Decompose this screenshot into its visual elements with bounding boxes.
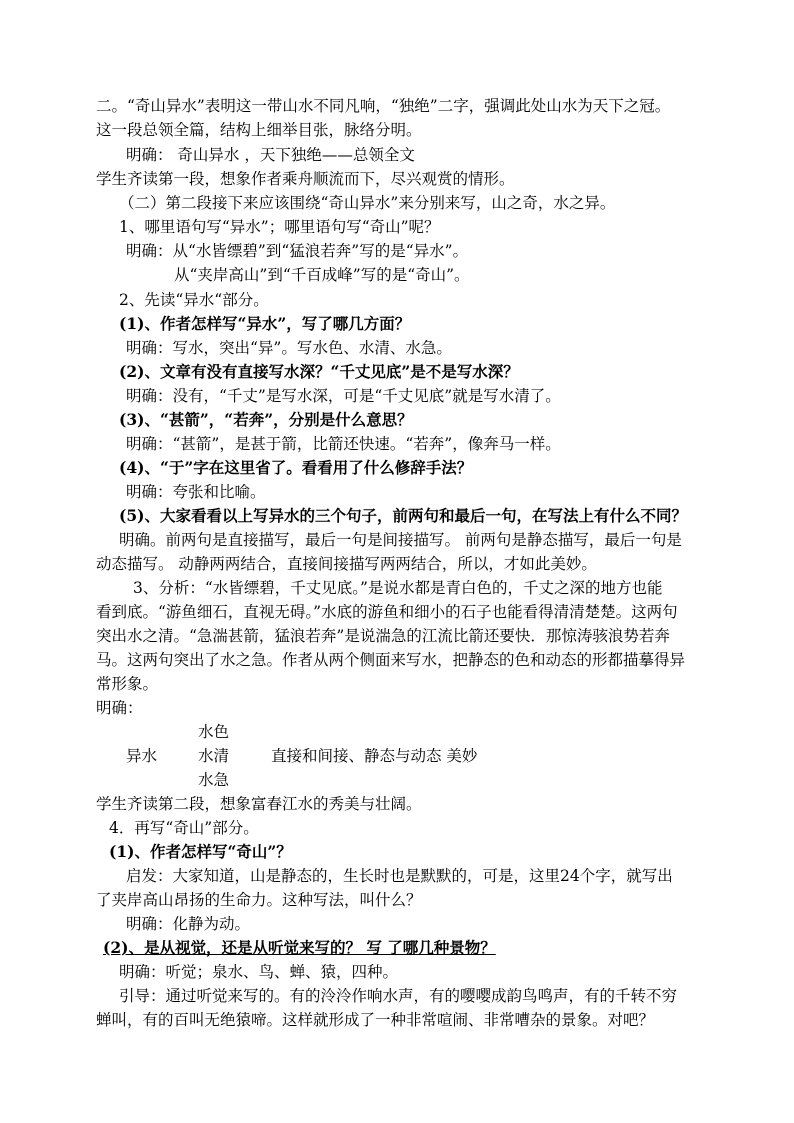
- text-line: 了夹岸高山昂扬的生命力。这种写法，叫什么？: [96, 891, 422, 909]
- text-line: （二）第二段接下来应该围绕“奇山异水”来分别来写，山之奇，水之异。: [119, 194, 616, 212]
- text-line: 4．再写“奇山”部分。: [109, 819, 259, 837]
- text-line: (4)、“于”字在这里省了。看看用了什么修辞手法？: [119, 458, 473, 477]
- text-line: 学生齐读第一段，想象作者乘舟顺流而下，尽兴观赏的情形。: [96, 170, 515, 188]
- text-line: 常形象。: [96, 675, 159, 693]
- text-line: (3)、“甚箭”，“若奔”，分别是什么意思？: [119, 410, 413, 429]
- text-line: 动态描写。 动静两两结合，直接间接描写两两结合，所以，才如此美妙。: [96, 555, 597, 573]
- text-line: 明确： 奇山异水 ，天下独绝——总领全文: [126, 146, 415, 164]
- text-line: 明确：化静为动。: [126, 915, 251, 933]
- text-line: (1)、作者怎样写“奇山”？: [109, 842, 292, 861]
- diagram-item: 水急: [198, 771, 230, 789]
- text-line: 2、先读“异水“部分。: [119, 291, 269, 309]
- text-line: 明确。前两句是直接描写，最后一句是间接描写。 前两句是静态描写，最后一句是: [119, 531, 682, 549]
- text-line: 明确：夸张和比喻。: [126, 483, 266, 501]
- text-line: 明确：: [96, 699, 143, 717]
- text-line: 引导：通过听觉来写的。有的泠泠作响水声，有的嘤嘤成韵鸟鸣声，有的千转不穷: [119, 987, 678, 1005]
- text-line: 突出水之清。“急湍甚箭，猛浪若奔”是说湍急的江流比箭还要快．那惊涛骇浪势若奔: [96, 627, 670, 645]
- text-line: (1)、作者怎样写“异水”，写了哪几方面？: [119, 314, 411, 333]
- text-line: 3、分析：“水皆缥碧，千丈见底。”是说水都是青白色的，千丈之深的地方也能: [133, 579, 663, 597]
- text-line: 马。这两句突出了水之急。作者从两个侧面来写水，把静态的色和动态的形都描摹得异: [96, 651, 686, 669]
- text-line: 看到底。“游鱼细石，直视无碍。”水底的游鱼和细小的石子也能看得清清楚楚。这两句: [96, 603, 678, 621]
- text-line: 明确：听觉；泉水、鸟、蝉、猿，四种。: [119, 963, 399, 981]
- text-line: (5)、大家看看以上写异水的三个句子，前两句和最后一句，在写法上有什么不同？: [119, 506, 687, 525]
- text-line: 学生齐读第二段，想象富春江水的秀美与壮阔。: [96, 795, 422, 813]
- text-line: 这一段总领全篇，结构上细举目张，脉络分明。: [96, 121, 422, 139]
- text-line: 蝉叫，有的百叫无绝猿啼。这样就形成了一种非常喧闹、非常嘈杂的景象。对吧？: [96, 1011, 655, 1029]
- text-line: 启发：大家知道，山是静态的，生长时也是默默的，可是，这里24个字，就写出: [126, 867, 673, 885]
- text-line: (2)、文章有没有直接写水深？“千丈见底”是不是写水深？: [119, 362, 519, 381]
- text-line: 明确：“甚箭”，是甚于箭，比箭还快速。“若奔”，像奔马一样。: [126, 435, 561, 453]
- diagram-conclusion: 直接和间接、静态与动态 美妙: [271, 747, 478, 765]
- diagram-item: 水色: [198, 723, 230, 741]
- text-line: 明确：没有，“千丈”是写水深，可是“千丈见底”就是写水清了。: [126, 387, 561, 405]
- text-line: 二。“奇山异水”表明这一带山水不同凡响，“独绝”二字，强调此处山水为天下之冠。: [96, 97, 671, 115]
- text-line: 明确：写水，突出“异”。写水色、水清、水急。: [126, 339, 452, 357]
- text-line: (2)、是从视觉，还是从听觉来写的？ 写 了哪几种景物？: [103, 938, 496, 957]
- diagram-item: 水清: [198, 747, 230, 765]
- text-line: 1、哪里语句写“异水”；哪里语句写“奇山”呢？: [119, 218, 440, 236]
- text-line: 从“夹岸高山”到“千百成峰”写的是“奇山”。: [174, 266, 470, 284]
- diagram-root: 异水: [126, 747, 158, 765]
- text-line: 明确：从“水皆缥碧”到“猛浪若奔”写的是“异水”。: [126, 242, 469, 260]
